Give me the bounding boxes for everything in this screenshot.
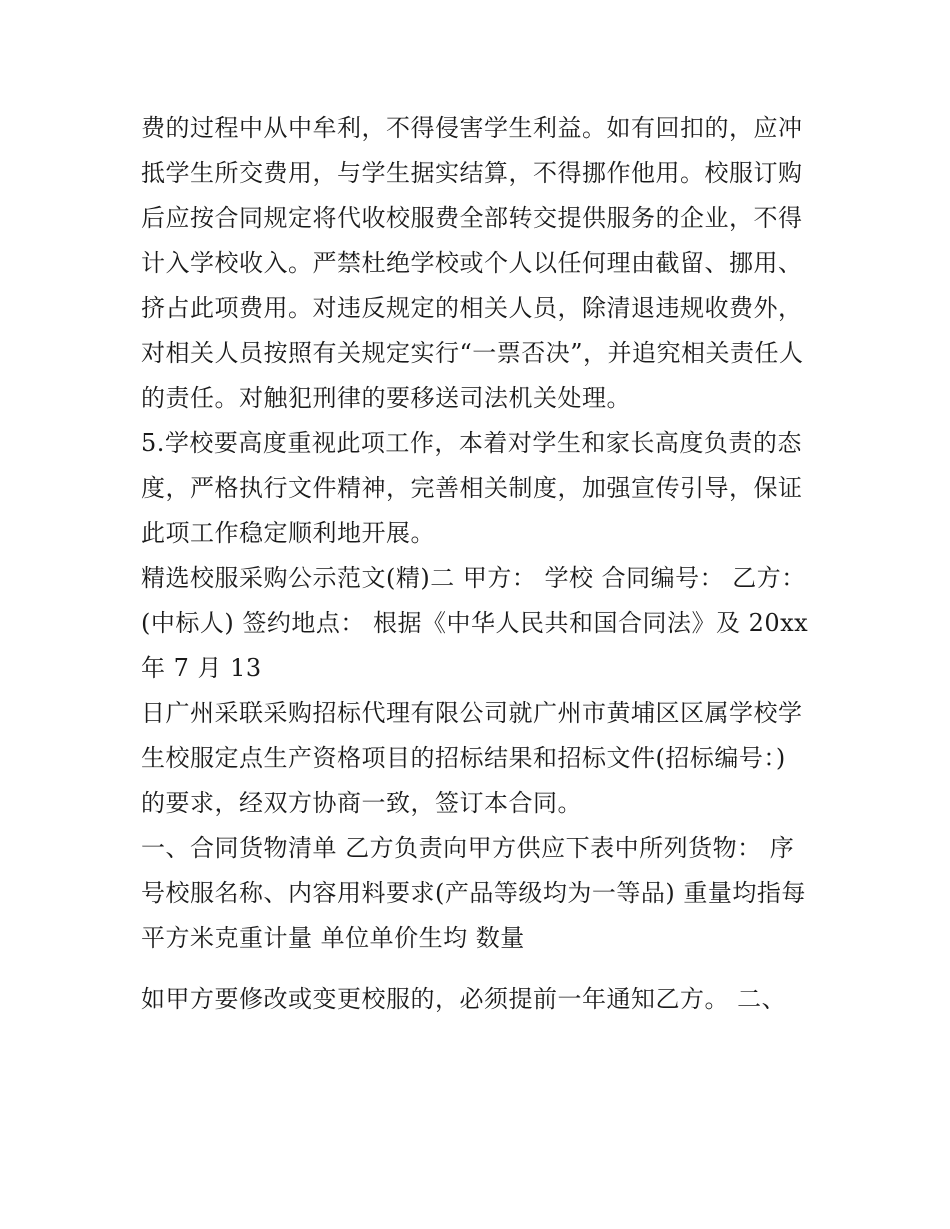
text-line: 精选校服采购公示范文(精)二 甲方： 学校 合同编号： 乙方： — [141, 564, 806, 592]
text-line: 对相关人员按照有关规定实行“一票否决”，并追究相关责任人 — [141, 339, 804, 367]
text-line: 一、合同货物清单 乙方负责向甲方供应下表中所列货物： 序 — [141, 834, 795, 862]
text-line: 计入学校收入。严禁杜绝学校或个人以任何理由截留、挪用、 — [141, 249, 803, 277]
text-line: 年 7 月 13 — [141, 654, 262, 682]
text-line: 抵学生所交费用，与学生据实结算，不得挪作他用。校服订购 — [141, 159, 803, 187]
text-line: 的责任。对触犯刑律的要移送司法机关处理。 — [141, 384, 631, 412]
text-line: 后应按合同规定将代收校服费全部转交提供服务的企业，不得 — [141, 204, 803, 232]
text-line: 挤占此项费用。对违反规定的相关人员，除清退违规收费外， — [141, 294, 803, 322]
document-body — [141, 106, 821, 1022]
text-line: 费的过程中从中牟利，不得侵害学生利益。如有回扣的，应冲 — [141, 114, 803, 142]
text-line: 号校服名称、内容用料要求(产品等级均为一等品) 重量均指每 — [141, 879, 806, 907]
text-line: 日广州采联采购招标代理有限公司就广州市黄埔区区属学校学 — [141, 699, 803, 727]
text-line: 度，严格执行文件精神，完善相关制度，加强宣传引导，保证 — [141, 474, 803, 502]
line-spacer — [141, 961, 821, 977]
text-line: 的要求，经双方协商一致，签订本合同。 — [141, 789, 582, 817]
text-line: 如甲方要修改或变更校服的，必须提前一年通知乙方。 二、 — [141, 985, 787, 1013]
text-line: (中标人) 签约地点： 根据《中华人民共和国合同法》及 20xx — [141, 609, 809, 637]
text-line: 平方米克重计量 单位单价生均 数量 — [141, 924, 525, 952]
text-line: 生校服定点生产资格项目的招标结果和招标文件(招标编号：) — [141, 744, 786, 772]
text-line: 5.学校要高度重视此项工作，本着对学生和家长高度负责的态 — [141, 429, 802, 457]
text-line: 此项工作稳定顺利地开展。 — [141, 519, 435, 547]
